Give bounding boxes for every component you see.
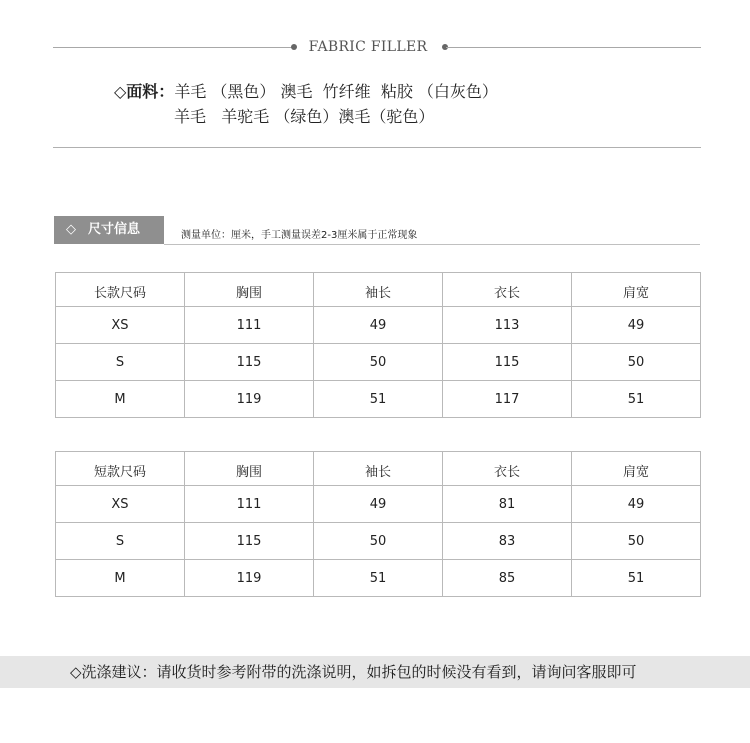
table-row xyxy=(56,560,701,597)
short-size-table xyxy=(55,451,701,597)
header-left-dot xyxy=(291,44,297,50)
table-cell: 115 xyxy=(185,523,314,560)
table-cell: 50 xyxy=(314,523,443,560)
table-cell: 81 xyxy=(443,486,572,523)
divider xyxy=(53,147,701,148)
table-row xyxy=(56,486,701,523)
table-cell: S xyxy=(56,344,185,381)
measurement-note: 测量单位：厘米，手工测量误差2-3厘米属于正常现象 xyxy=(181,230,418,241)
table-cell: 51 xyxy=(314,560,443,597)
washing-advice-bar xyxy=(0,656,750,688)
table-row xyxy=(56,381,701,418)
size-info-tag xyxy=(54,216,164,244)
table-header-cell: 衣长 xyxy=(443,452,572,486)
table-header-cell: 袖长 xyxy=(314,273,443,307)
table-cell: M xyxy=(56,560,185,597)
table-cell: 51 xyxy=(572,560,701,597)
table-cell: 111 xyxy=(185,307,314,344)
table-row xyxy=(56,344,701,381)
table-header-cell: 长款尺码 xyxy=(56,273,185,307)
table-cell: 49 xyxy=(314,307,443,344)
fabric-line-2: 羊毛 羊驼毛 （绿色）澳毛（驼色） xyxy=(174,107,435,126)
section-title: FABRIC FILLER xyxy=(308,39,428,55)
table-cell: XS xyxy=(56,486,185,523)
table-cell: 119 xyxy=(185,381,314,418)
table-cell: 49 xyxy=(572,486,701,523)
table-cell: 119 xyxy=(185,560,314,597)
table-header-cell: 胸围 xyxy=(185,273,314,307)
table-cell: 117 xyxy=(443,381,572,418)
table-header-cell: 肩宽 xyxy=(572,273,701,307)
table-cell: 51 xyxy=(314,381,443,418)
table-header-row xyxy=(56,452,701,486)
table-cell: XS xyxy=(56,307,185,344)
table-cell: 50 xyxy=(572,344,701,381)
table-cell: 113 xyxy=(443,307,572,344)
header-left-line xyxy=(53,47,293,48)
table-cell: 49 xyxy=(314,486,443,523)
size-info-title: 尺寸信息 xyxy=(88,222,141,237)
table-cell: M xyxy=(56,381,185,418)
header-right-line xyxy=(446,47,701,48)
diamond-icon: ◇ xyxy=(66,222,76,237)
table-cell: 115 xyxy=(443,344,572,381)
fabric-line-1 xyxy=(114,79,498,102)
table-row xyxy=(56,307,701,344)
table-header-cell: 胸围 xyxy=(185,452,314,486)
table-header-cell: 短款尺码 xyxy=(56,452,185,486)
table-header-cell: 肩宽 xyxy=(572,452,701,486)
table-header-cell: 衣长 xyxy=(443,273,572,307)
size-info-rule xyxy=(164,244,700,245)
fabric-line-1-text: 羊毛 （黑色） 澳毛 竹纤维 粘胶 （白灰色） xyxy=(174,82,498,101)
table-header-row xyxy=(56,273,701,307)
fabric-label: ◇面料： xyxy=(114,82,175,101)
table-cell: 111 xyxy=(185,486,314,523)
washing-advice-text: ◇洗涤建议：请收货时参考附带的洗涤说明，如拆包的时候没有看到，请询问客服即可 xyxy=(70,663,637,681)
table-cell: 51 xyxy=(572,381,701,418)
table-row xyxy=(56,523,701,560)
table-cell: 49 xyxy=(572,307,701,344)
table-cell: S xyxy=(56,523,185,560)
table-cell: 115 xyxy=(185,344,314,381)
table-cell: 50 xyxy=(314,344,443,381)
table-cell: 85 xyxy=(443,560,572,597)
table-header-cell: 袖长 xyxy=(314,452,443,486)
table-cell: 83 xyxy=(443,523,572,560)
long-size-table xyxy=(55,272,701,418)
table-cell: 50 xyxy=(572,523,701,560)
